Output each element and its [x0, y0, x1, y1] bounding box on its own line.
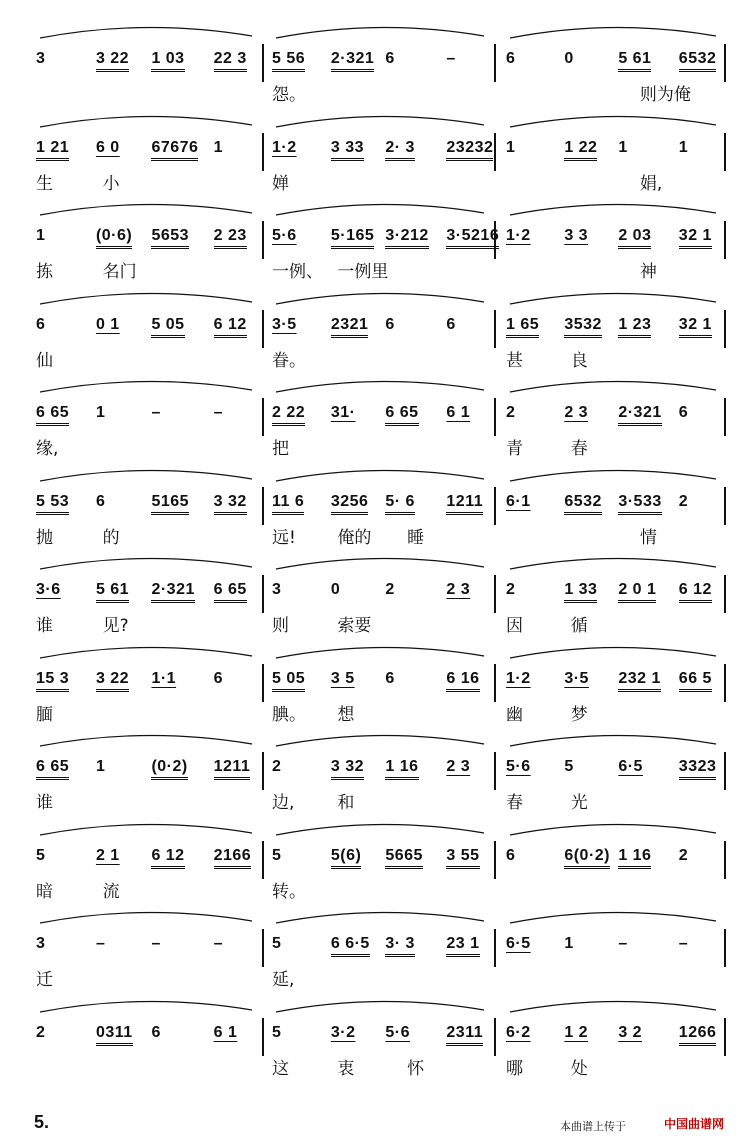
- note-group: 3·212: [385, 227, 428, 249]
- lyric-text: 见?: [102, 616, 129, 636]
- slur-arc: [510, 1001, 716, 1012]
- slur-lines: [0, 282, 751, 310]
- note-group: 2 1: [95, 846, 120, 864]
- bar-line: [494, 664, 496, 702]
- note-group: 5·6: [272, 227, 297, 244]
- slur-arc: [40, 824, 252, 835]
- note-group: 1: [95, 404, 106, 421]
- note-group: 6 12: [151, 847, 184, 869]
- note-group: –: [678, 935, 689, 952]
- score-system: [0, 718, 751, 813]
- bar-line: [724, 44, 726, 82]
- slur-arc: [510, 27, 716, 38]
- site-logo[interactable]: 中国曲谱网: [664, 1117, 725, 1131]
- note-group: 6 12: [679, 581, 712, 603]
- note-group: 6 1: [446, 404, 471, 421]
- note-group: 6(0·2): [564, 847, 610, 869]
- note-group: 2·321: [151, 581, 194, 603]
- note-group: 1 22: [564, 139, 597, 161]
- note-group: 23 1: [446, 935, 479, 957]
- note-group: 1 33: [564, 581, 597, 603]
- slur-lines: [0, 459, 751, 487]
- note-group: 1 23: [618, 316, 651, 338]
- lyric-text: 春: [570, 439, 588, 459]
- lyric-text: 衷: [337, 1058, 355, 1079]
- note-group: 2: [678, 846, 689, 864]
- note-group: 2 3: [446, 581, 471, 598]
- note-group: 66 5: [679, 670, 712, 692]
- note-group: –: [213, 404, 223, 421]
- slur-arc: [510, 824, 716, 835]
- note-group: 11 6: [272, 493, 304, 515]
- note-group: 2311: [446, 1024, 483, 1046]
- note-group: 23232: [446, 139, 493, 161]
- bar-line: [262, 1018, 264, 1056]
- note-group: 1211: [446, 493, 483, 515]
- note-group: 5 61: [96, 581, 129, 603]
- note-group: 3·5: [564, 669, 589, 687]
- slur-arc: [276, 204, 484, 215]
- lyric-text: 远!: [272, 527, 296, 548]
- note-group: 5: [272, 1023, 282, 1041]
- note-group: –: [618, 935, 628, 952]
- note-group: 32 1: [679, 227, 712, 249]
- note-group: 5 05: [151, 316, 184, 338]
- slur-arc: [510, 647, 716, 658]
- note-group: 1 03: [151, 50, 184, 72]
- note-group: 1·2: [506, 227, 531, 244]
- lyric-text: 青: [506, 439, 523, 459]
- note-group: 1: [95, 758, 106, 775]
- bar-line: [724, 752, 726, 790]
- lyric-text: 则: [272, 616, 289, 636]
- note-group: 5(6): [331, 847, 361, 869]
- score-system: [0, 630, 751, 725]
- note-group: 1211: [214, 758, 251, 780]
- lyric-text: 腼: [36, 704, 53, 725]
- note-group: 6532: [679, 50, 717, 72]
- slur-lines: [0, 990, 751, 1018]
- lyric-text: 光: [570, 793, 588, 813]
- slur-arc: [276, 293, 484, 304]
- note-group: 2 0 1: [618, 581, 656, 603]
- note-group: 5 05: [272, 670, 305, 692]
- lyric-text: 娟,: [639, 173, 663, 194]
- slur-lines: [0, 193, 751, 221]
- upload-credit: 本曲谱上传于: [560, 1120, 626, 1133]
- lyric-text: 转。: [272, 881, 306, 902]
- note-group: 3· 3: [385, 935, 415, 957]
- note-group: 2321: [331, 316, 369, 338]
- lyric-text: 循: [570, 616, 588, 636]
- note-group: 1: [213, 138, 223, 156]
- note-group: 2: [506, 581, 516, 598]
- lyric-text: 俺的: [337, 527, 372, 548]
- note-group: 15 3: [36, 670, 69, 692]
- slur-arc: [276, 381, 484, 392]
- note-group: 6: [385, 315, 395, 333]
- lyric-text: 名门: [102, 262, 137, 282]
- bar-line: [262, 487, 264, 525]
- score-system: [0, 10, 751, 105]
- lyric-text: 仙: [36, 350, 53, 371]
- slur-arc: [276, 647, 484, 658]
- lyric-text: 小: [102, 173, 120, 194]
- note-group: 6 1: [213, 1023, 238, 1041]
- bar-line: [262, 752, 264, 790]
- lyric-text: 婵: [272, 173, 289, 194]
- note-group: 3·6: [36, 581, 61, 598]
- bar-line: [494, 575, 496, 613]
- bar-line: [724, 487, 726, 525]
- note-group: 3 2: [618, 1023, 643, 1041]
- slur-arc: [40, 381, 252, 392]
- score-system: [0, 984, 751, 1079]
- note-group: 3: [36, 50, 46, 67]
- note-group: 6: [506, 50, 516, 67]
- slur-arc: [40, 204, 252, 215]
- note-group: 6·5: [618, 758, 643, 775]
- note-group: 3 22: [96, 670, 129, 692]
- note-group: 6 65: [214, 581, 247, 603]
- bar-line: [262, 221, 264, 259]
- lyric-text: 甚: [506, 350, 523, 371]
- slur-lines: [0, 724, 751, 752]
- note-group: 3323: [679, 758, 717, 780]
- bar-line: [262, 310, 264, 348]
- lyric-text: 暗: [36, 881, 53, 902]
- bar-line: [262, 841, 264, 879]
- bar-line: [494, 752, 496, 790]
- note-group: 5·6: [385, 1023, 410, 1041]
- slur-arc: [40, 27, 252, 38]
- lyric-text: 则为俺: [639, 85, 691, 105]
- lyric-text: 睡: [407, 527, 425, 548]
- slur-arc: [510, 735, 716, 746]
- note-group: 5·6: [506, 758, 531, 775]
- note-group: 0 1: [95, 315, 120, 333]
- lyric-text: 想: [337, 704, 355, 725]
- note-group: 1 16: [385, 758, 418, 780]
- note-group: 232 1: [618, 670, 661, 692]
- slur-lines: [0, 901, 751, 929]
- bar-line: [494, 44, 496, 82]
- lyric-text: 情: [639, 527, 657, 548]
- slur-lines: [0, 105, 751, 133]
- bar-line: [494, 398, 496, 436]
- bar-line: [262, 44, 264, 82]
- slur-arc: [276, 735, 484, 746]
- note-group: 3: [272, 581, 282, 598]
- lyric-text: 迁: [36, 970, 53, 990]
- lyric-text: 梦: [570, 704, 588, 725]
- note-group: 3·5: [272, 315, 297, 333]
- note-group: 5·165: [331, 227, 374, 249]
- lyric-text: 和: [337, 793, 355, 813]
- note-group: 1·2: [272, 138, 297, 156]
- note-group: 3 55: [446, 847, 479, 869]
- slur-arc: [40, 293, 252, 304]
- note-group: 2: [385, 581, 395, 598]
- slur-arc: [276, 558, 484, 569]
- note-group: 6 65: [36, 758, 69, 780]
- note-group: 32 1: [679, 316, 712, 338]
- slur-arc: [40, 558, 252, 569]
- lyric-text: 因: [506, 616, 523, 636]
- lyric-text: 哪: [506, 1058, 523, 1079]
- slur-arc: [276, 116, 484, 127]
- note-group: –: [446, 50, 456, 67]
- lyric-text: 索要: [337, 616, 372, 636]
- note-group: 5665: [385, 847, 423, 869]
- slur-lines: [0, 370, 751, 398]
- note-group: 1: [678, 138, 689, 156]
- note-group: 6: [95, 492, 106, 510]
- note-group: 5: [564, 758, 574, 775]
- slur-arc: [40, 1001, 252, 1012]
- lyric-text: 流: [102, 881, 120, 902]
- bar-line: [724, 133, 726, 171]
- score-system: [0, 541, 751, 636]
- note-group: 5 61: [618, 50, 651, 72]
- note-group: 1: [564, 935, 574, 952]
- note-group: 6 65: [385, 404, 418, 426]
- note-group: 5 56: [272, 50, 305, 72]
- bar-line: [724, 398, 726, 436]
- note-group: 22 3: [214, 50, 247, 72]
- note-group: 6·2: [506, 1023, 531, 1041]
- note-group: 6 0: [95, 138, 120, 156]
- note-group: 5: [36, 846, 46, 864]
- note-group: 6 6·5: [331, 935, 370, 957]
- lyric-text: 一例、: [272, 262, 323, 282]
- note-group: 2 23: [214, 227, 247, 249]
- note-group: 3 32: [214, 493, 247, 515]
- note-group: 1: [36, 227, 46, 244]
- lyric-text: 眷。: [272, 350, 306, 371]
- note-group: 6 16: [446, 670, 479, 692]
- bar-line: [262, 398, 264, 436]
- note-group: 3: [36, 935, 46, 952]
- slur-arc: [510, 293, 716, 304]
- note-group: 3 33: [331, 139, 364, 161]
- note-group: 6 12: [214, 316, 247, 338]
- note-group: 3·533: [618, 493, 661, 515]
- lyric-text: 怀: [407, 1058, 425, 1079]
- note-group: 3 22: [96, 50, 129, 72]
- note-group: 6 65: [36, 404, 69, 426]
- page-number: 5.: [34, 1112, 50, 1132]
- bar-line: [494, 310, 496, 348]
- note-group: 6532: [564, 493, 602, 515]
- slur-arc: [40, 735, 252, 746]
- note-group: 1266: [679, 1024, 717, 1046]
- note-group: 2· 3: [385, 139, 415, 161]
- score-system: [0, 276, 751, 371]
- note-group: 3·5216: [446, 227, 499, 249]
- slur-arc: [510, 204, 716, 215]
- score-system: [0, 807, 751, 902]
- lyric-text: 神: [639, 262, 657, 282]
- bar-line: [724, 575, 726, 613]
- lyric-text: 一例里: [337, 262, 389, 282]
- score-system: [0, 364, 751, 459]
- lyric-text: 生: [36, 173, 53, 194]
- bar-line: [494, 929, 496, 967]
- slur-arc: [276, 1001, 484, 1012]
- note-group: 31·: [330, 404, 356, 421]
- bar-line: [262, 929, 264, 967]
- note-group: 5653: [151, 227, 189, 249]
- lyric-text: 春: [506, 793, 523, 813]
- bar-line: [494, 487, 496, 525]
- bar-line: [494, 133, 496, 171]
- note-group: 2 3: [564, 404, 589, 421]
- note-group: 5: [272, 935, 282, 952]
- lyric-text: 处: [570, 1058, 588, 1079]
- note-group: 2166: [214, 847, 252, 869]
- note-group: 6: [385, 50, 395, 67]
- lyric-text: 把: [272, 439, 289, 459]
- lyric-text: 缘,: [36, 439, 59, 459]
- note-group: 3·2: [330, 1023, 356, 1041]
- lyric-text: 边,: [272, 793, 295, 813]
- score-system: [0, 187, 751, 282]
- lyric-text: 腆。: [272, 704, 306, 725]
- note-group: 2 3: [446, 758, 471, 775]
- slur-lines: [0, 813, 751, 841]
- note-group: 6: [506, 846, 516, 864]
- slur-lines: [0, 636, 751, 664]
- bar-line: [262, 575, 264, 613]
- lyric-text: 谁: [36, 616, 53, 636]
- note-group: 3532: [564, 316, 602, 338]
- note-group: 0: [564, 50, 574, 67]
- lyric-text: 抛: [36, 527, 53, 548]
- note-group: 1·2: [506, 669, 531, 687]
- slur-lines: [0, 547, 751, 575]
- slur-arc: [40, 470, 252, 481]
- slur-arc: [510, 381, 716, 392]
- note-group: 3 3: [564, 227, 589, 244]
- note-group: –: [151, 404, 161, 421]
- note-group: (0·6): [96, 227, 132, 249]
- note-group: 2: [678, 492, 689, 510]
- slur-arc: [510, 912, 716, 923]
- lyric-text: 拣: [36, 262, 53, 282]
- slur-arc: [510, 558, 716, 569]
- lyric-text: 良: [570, 350, 588, 371]
- note-group: 5· 6: [385, 493, 415, 515]
- note-group: 6: [385, 669, 395, 687]
- note-group: 1 65: [506, 316, 539, 338]
- bar-line: [494, 841, 496, 879]
- score-system: [0, 895, 751, 990]
- note-group: 5: [272, 846, 282, 864]
- note-group: –: [95, 935, 106, 952]
- slur-arc: [40, 912, 252, 923]
- note-group: 1 16: [618, 847, 651, 869]
- note-group: (0·2): [151, 758, 187, 780]
- lyric-text: 谁: [36, 793, 53, 813]
- note-group: 6·5: [506, 935, 531, 952]
- lyric-text: 的: [102, 527, 120, 548]
- note-group: 6: [36, 315, 46, 333]
- note-group: 1: [618, 138, 628, 156]
- note-group: 6: [213, 669, 223, 687]
- bar-line: [724, 664, 726, 702]
- note-group: –: [213, 935, 223, 952]
- note-group: 3 5: [330, 669, 355, 687]
- note-group: 0311: [96, 1024, 133, 1046]
- note-group: 6·1: [506, 492, 531, 510]
- bar-line: [494, 1018, 496, 1056]
- bar-line: [724, 1018, 726, 1056]
- lyric-text: 这: [272, 1058, 289, 1079]
- note-group: 3 32: [331, 758, 364, 780]
- note-group: 67676: [151, 139, 198, 161]
- note-group: 2: [506, 404, 516, 421]
- note-group: 1 2: [564, 1023, 589, 1041]
- note-group: 2 22: [272, 404, 305, 426]
- note-group: 2·321: [331, 50, 374, 72]
- lyric-text: 幽: [506, 704, 523, 725]
- note-group: 6: [446, 315, 456, 333]
- note-group: 5 53: [36, 493, 69, 515]
- note-group: 6: [151, 1023, 161, 1041]
- slur-arc: [40, 116, 252, 127]
- slur-arc: [510, 470, 716, 481]
- note-group: 1·1: [151, 669, 177, 687]
- note-group: 6: [678, 404, 689, 421]
- note-group: 2·321: [618, 404, 661, 426]
- bar-line: [724, 841, 726, 879]
- score-system: [0, 453, 751, 548]
- slur-arc: [276, 912, 484, 923]
- slur-arc: [510, 116, 716, 127]
- slur-arc: [276, 824, 484, 835]
- bar-line: [724, 929, 726, 967]
- note-group: 0: [330, 581, 341, 598]
- bar-line: [724, 310, 726, 348]
- slur-lines: [0, 16, 751, 44]
- note-group: 3256: [331, 493, 369, 515]
- note-group: 2: [36, 1023, 46, 1041]
- score-system: [0, 99, 751, 194]
- note-group: 1 21: [36, 139, 69, 161]
- note-group: 2: [272, 758, 282, 775]
- note-group: 2 03: [618, 227, 651, 249]
- lyric-text: 怨。: [272, 85, 306, 105]
- note-group: –: [151, 935, 161, 952]
- slur-arc: [40, 647, 252, 658]
- lyric-text: 延,: [272, 970, 295, 990]
- slur-arc: [276, 470, 484, 481]
- bar-line: [724, 221, 726, 259]
- slur-arc: [276, 27, 484, 38]
- note-group: 5165: [151, 493, 189, 515]
- bar-line: [262, 133, 264, 171]
- bar-line: [262, 664, 264, 702]
- note-group: 1: [506, 138, 516, 156]
